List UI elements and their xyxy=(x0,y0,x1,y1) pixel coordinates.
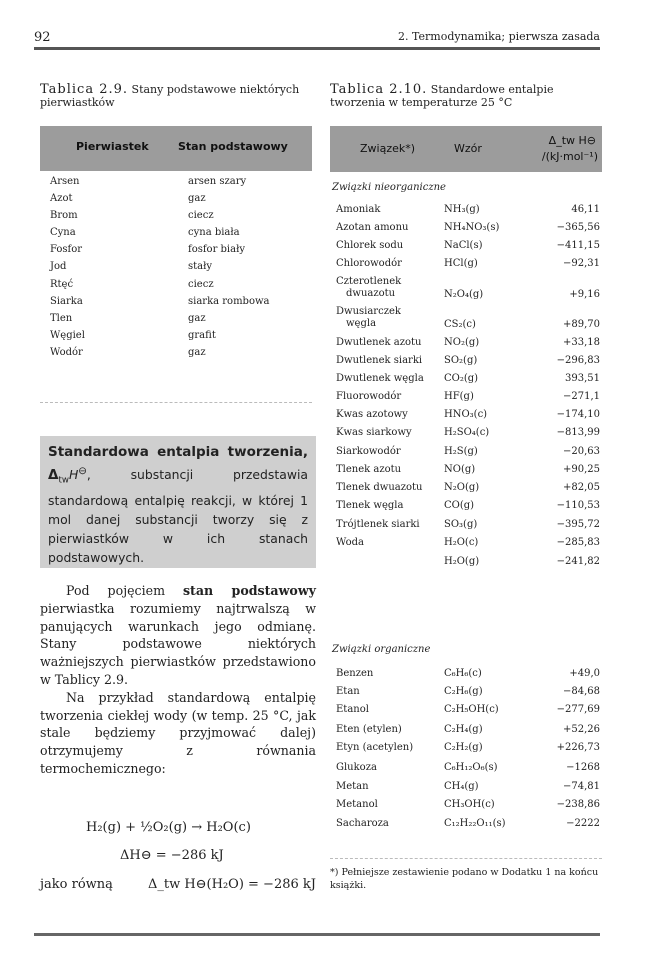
table29-body xyxy=(50,176,312,364)
table29-element: Cyna xyxy=(50,227,76,239)
compound-name: Chlorowodór xyxy=(336,258,402,269)
compound-enthalpy: +82,05 xyxy=(562,482,600,493)
compound-enthalpy: −92,31 xyxy=(562,258,600,269)
compound-formula: NO(g) xyxy=(444,464,476,475)
compound-name: Metan xyxy=(336,781,369,792)
compound-enthalpy: +90,25 xyxy=(562,464,600,475)
table29-col-element: Pierwiastek xyxy=(76,140,149,153)
compound-name: Sacharoza xyxy=(336,818,389,829)
compound-name: Metanol xyxy=(336,799,378,810)
table29-state: siarka rombowa xyxy=(188,295,270,307)
compound-formula: H₂S(g) xyxy=(444,446,478,457)
table29-element: Rtęć xyxy=(50,278,74,290)
table29-caption-text: Stany podstawowe niektórych pierwiastków xyxy=(40,83,300,109)
table29-row xyxy=(50,279,312,296)
page-number: 92 xyxy=(34,30,51,45)
equation-enthalpy: ΔH⊖ = −286 kJ xyxy=(120,848,224,863)
table210-footnote: *) Pełniejsze zestawienie podano w Dodatku 1 na końcu książki. xyxy=(330,867,599,891)
compound-enthalpy: −1268 xyxy=(566,762,600,773)
equation-result-label: jako równą xyxy=(40,877,113,892)
header-rule xyxy=(34,47,600,50)
compound-name: Tlenek dwuazotu xyxy=(336,482,423,493)
compound-enthalpy: −174,10 xyxy=(556,409,600,420)
compound-formula: HNO₃(c) xyxy=(444,409,488,420)
table29-state: ciecz xyxy=(188,210,214,222)
compound-enthalpy: −241,82 xyxy=(556,556,600,567)
compound-formula: N₂O₄(g) xyxy=(444,289,484,300)
table29-element: Jod xyxy=(50,261,67,273)
definition-symbol: H xyxy=(68,467,79,483)
body-paragraph-1: Pod pojęciem stan podstawowy pierwiastka rozumiemy najtrwalszą w panujących warunkach jego odmianę. Stany podstawowe niektórych ważniejszych pierwiastków przedstawiono w Tablicy 2.9. xyxy=(40,583,316,687)
table210-caption-text: Standardowe entalpie tworzenia w temperaturze 25 °C xyxy=(330,83,554,109)
definition-text: Standardowa entalpia tworzenia, $\Delta_{tw}H^⊖$, substancji przedstawia standardową entalpię reakcji, w której 1 mol danej substancji tworzy się z pierwiastków w ich stanach podstawowych. xyxy=(48,444,308,565)
definition-rest: , substancji przedstawia standardową entalpię reakcji, w której 1 mol danej substancji tworzy się z pierwiastków w ich stanach podstawowych. xyxy=(48,467,308,565)
compound-formula: CH₄(g) xyxy=(444,781,479,792)
compound-enthalpy: −411,15 xyxy=(556,240,600,251)
compound-formula: HCl(g) xyxy=(444,258,478,269)
compound-enthalpy: 46,11 xyxy=(571,204,600,215)
table29-element: Azot xyxy=(50,193,73,205)
table29-row xyxy=(50,313,312,330)
table29-element: Fosfor xyxy=(50,244,83,256)
compound-enthalpy: −285,83 xyxy=(556,537,600,548)
table29-state: ciecz xyxy=(188,278,214,290)
table29-state: gaz xyxy=(188,312,206,324)
compound-enthalpy: −277,69 xyxy=(556,704,600,715)
compound-formula: H₂O(g) xyxy=(444,556,480,567)
footer-rule xyxy=(34,933,600,936)
table29-row xyxy=(50,330,312,347)
compound-name: Benzen xyxy=(336,668,374,679)
table29-row xyxy=(50,176,312,193)
compound-enthalpy: +33,18 xyxy=(562,337,600,348)
compound-name: Trójtlenek siarki xyxy=(336,519,420,530)
compound-formula: H₂SO₄(c) xyxy=(444,427,490,438)
table210-col-formula: Wzór xyxy=(454,142,482,155)
table29-state: stały xyxy=(188,261,213,273)
table29-element: Tlen xyxy=(50,312,73,324)
compound-name: Czterotlenek dwuazotu xyxy=(336,276,402,299)
compound-formula: SO₃(g) xyxy=(444,519,478,530)
table29-col-state: Stan podstawowy xyxy=(178,140,288,153)
table29-element: Arsen xyxy=(50,176,80,187)
compound-enthalpy: −296,83 xyxy=(556,355,600,366)
compound-name: Dwutlenek siarki xyxy=(336,355,423,366)
compound-enthalpy: +49,0 xyxy=(569,668,600,679)
compound-formula: HF(g) xyxy=(444,391,474,402)
compound-formula: CO(g) xyxy=(444,500,475,511)
compound-formula: C₂H₄(g) xyxy=(444,724,483,735)
compound-name: Tlenek azotu xyxy=(336,464,402,475)
table29-row xyxy=(50,296,312,313)
table29-row xyxy=(50,347,312,364)
table29-element: Brom xyxy=(50,210,78,222)
table29-state: gaz xyxy=(188,193,206,205)
compound-name: Dwutlenek azotu xyxy=(336,337,422,348)
compound-enthalpy: −110,53 xyxy=(556,500,600,511)
table29-state: cyna biała xyxy=(188,227,240,239)
compound-enthalpy: −74,81 xyxy=(562,781,600,792)
compound-enthalpy: −238,86 xyxy=(556,799,600,810)
compound-name: Dwusiarczek węgla xyxy=(336,306,401,329)
body-text xyxy=(40,582,316,778)
compound-enthalpy: −271,1 xyxy=(562,391,600,402)
compound-name: Eten (etylen) xyxy=(336,724,402,735)
table29-state: grafit xyxy=(188,329,216,341)
table29-row xyxy=(50,244,312,261)
compound-enthalpy: −84,68 xyxy=(562,686,600,697)
compound-formula: CS₂(c) xyxy=(444,319,476,330)
table29-header xyxy=(40,126,312,171)
table29-row xyxy=(50,193,312,210)
table29-caption-label: Tablica 2.9. xyxy=(40,82,129,97)
table210-caption xyxy=(330,83,602,109)
compound-name: Etyn (acetylen) xyxy=(336,742,414,753)
compound-formula: N₂O(g) xyxy=(444,482,480,493)
equation-result xyxy=(40,877,316,892)
section-organic: Związki organiczne xyxy=(332,644,431,655)
compound-enthalpy: −395,72 xyxy=(556,519,600,530)
table29-row xyxy=(50,210,312,227)
compound-enthalpy: −2222 xyxy=(566,818,600,829)
compound-formula: C₂H₅OH(c) xyxy=(444,704,499,715)
table29-state: arsen szary xyxy=(188,176,247,187)
compound-formula: NO₂(g) xyxy=(444,337,480,348)
compound-formula: C₂H₂(g) xyxy=(444,742,483,753)
compound-enthalpy: +9,16 xyxy=(569,289,600,300)
compound-formula: C₁₂H₂₂O₁₁(s) xyxy=(444,818,506,829)
compound-name: Amoniak xyxy=(336,204,381,215)
compound-enthalpy: +226,73 xyxy=(556,742,600,753)
table210-bottom-rule xyxy=(330,858,602,859)
compound-name: Etanol xyxy=(336,704,369,715)
section-inorganic: Związki nieorganiczne xyxy=(332,182,446,193)
compound-name: Woda xyxy=(336,537,364,548)
equation-reaction: H₂(g) + ½O₂(g) → H₂O(c) xyxy=(86,820,251,835)
table210-caption-label: Tablica 2.10. xyxy=(330,82,428,97)
table210-header xyxy=(330,126,602,172)
compound-formula: H₂O(c) xyxy=(444,537,479,548)
table29-element: Siarka xyxy=(50,295,83,307)
table29-state: fosfor biały xyxy=(188,244,245,256)
compound-formula: C₂H₆(g) xyxy=(444,686,483,697)
table29-row xyxy=(50,227,312,244)
compound-enthalpy: −20,63 xyxy=(562,446,600,457)
table29-caption xyxy=(40,83,314,109)
compound-name: Azotan amonu xyxy=(336,222,409,233)
compound-name: Siarkowodór xyxy=(336,446,401,457)
compound-enthalpy: 393,51 xyxy=(565,373,600,384)
definition-bold: Standardowa entalpia tworzenia, Δ xyxy=(48,444,308,484)
compound-formula: C₆H₆(c) xyxy=(444,668,482,679)
table29-element: Wodór xyxy=(50,346,83,358)
compound-name: Kwas siarkowy xyxy=(336,427,412,438)
compound-name: Chlorek sodu xyxy=(336,240,404,251)
compound-formula: NaCl(s) xyxy=(444,240,483,251)
compound-name: Fluorowodór xyxy=(336,391,402,402)
table210-col-value-2: /(kJ·mol⁻¹) xyxy=(541,150,598,163)
compound-name: Dwutlenek węgla xyxy=(336,373,424,384)
compound-enthalpy: +52,26 xyxy=(562,724,600,735)
compound-name: Glukoza xyxy=(336,762,377,773)
running-title: 2. Termodynamika; pierwsza zasada xyxy=(398,30,600,43)
definition-sub: tw xyxy=(58,475,69,486)
term-ground-state: stan podstawowy xyxy=(182,583,316,598)
equation-result-value: Δ_tw H⊖(H₂O) = −286 kJ xyxy=(147,877,316,892)
table210-col-value-1: Δ_tw H⊖ xyxy=(548,134,596,147)
compound-formula: NH₃(g) xyxy=(444,204,480,215)
compound-name: Tlenek węgla xyxy=(336,500,404,511)
table29-row xyxy=(50,261,312,278)
compound-formula: NH₄NO₃(s) xyxy=(444,222,500,233)
definition-box xyxy=(40,436,316,568)
compound-enthalpy: −813,99 xyxy=(556,427,600,438)
table29-bottom-rule xyxy=(40,402,312,404)
compound-enthalpy: +89,70 xyxy=(562,319,600,330)
table210-col-compound: Związek*) xyxy=(360,142,416,155)
compound-formula: CO₂(g) xyxy=(444,373,479,384)
table29-element: Węgiel xyxy=(50,329,85,341)
body-paragraph-2: Na przykład standardową entalpię tworzenia ciekłej wody (w temp. 25 °C, jak stale będziemy przyjmować dalej) otrzymujemy z równania termochemicznego: xyxy=(40,689,316,776)
compound-name: Etan xyxy=(336,686,360,697)
compound-formula: CH₃OH(c) xyxy=(444,799,495,810)
compound-formula: SO₂(g) xyxy=(444,355,478,366)
table29-state: gaz xyxy=(188,346,206,358)
compound-formula: C₆H₁₂O₆(s) xyxy=(444,762,498,773)
compound-name: Kwas azotowy xyxy=(336,409,408,420)
compound-enthalpy: −365,56 xyxy=(556,222,600,233)
